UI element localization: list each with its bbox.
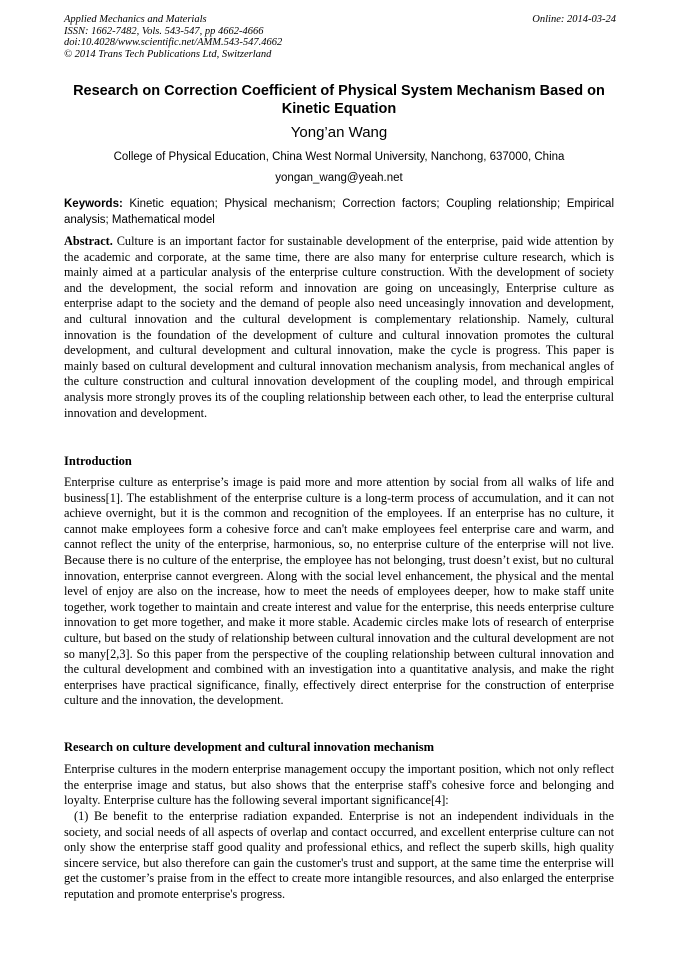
introduction-paragraph: Enterprise culture as enterprise’s image is paid more and more attention by social from all walks of life and business[1]. The establishment of the enterprise culture is a long-term process of accumulation, and it can not achieve overnight, but it is the common and recognition of the employees. If an enterprise has no culture, it cannot make employees form a cohesive force and can't make employees feel enterprise care and warm, and cannot reflect the unity of the enterprise, harmonious, so, no enterprise culture of the enterprise will not live. Because there is no culture of the enterprise, the employee has not belonging, trust doesn’t exist, but no cultural innovation, enterprise cannot evergreen. Along with the social level enhancement, the physical and the mental level of enjoy are also on the increase, how to meet the needs of employees deeper, how to make staff unite together, work together to maintain and create interest and value for the enterprise, this needs enterprise culture innovation to get more together, and make it more stable. Academic circles make lots of research of enterprise culture, but based on the study of relationship between cultural innovation and the cultural development are not so many[2,3]. So this paper from the perspective of the coupling relationship between cultural innovation and the cultural development and combined with an investigation into a quantitative analysis, and make the right enterprises have practical significance, finally, effectively direct enterprise for the construction of enterprise culture and the innovation, the development. bbox=[64, 475, 614, 708]
research-paragraph-1: Enterprise cultures in the modern enterprise management occupy the important position, which not only reflect the enterprise image and status, but also shows that the enterprise staff's cohesive force and belonging and loyalty. Enterprise culture has the following several important significance[4]: bbox=[64, 762, 614, 808]
author-name: Yong’an Wang bbox=[290, 124, 388, 141]
paper-title: Research on Correction Coefficient of Physical System Mechanism Based on Kinetic Equation bbox=[73, 83, 605, 117]
journal-header bbox=[64, 14, 616, 60]
keywords-text: Kinetic equation; Physical mechanism; Correction factors; Coupling relationship; Empirical analysis; Mathematical model bbox=[64, 198, 615, 226]
journal-issn: ISSN: 1662-7482, Vols. 543-547, pp 4662-4666 bbox=[64, 25, 264, 37]
online-date: Online: 2014-03-24 bbox=[532, 14, 616, 25]
abstract-text: Culture is an important factor for sustainable development of the enterprise, paid wide attention by the academic and corporate, at the same time, there are also many for enterprise culture research, which is mainly aimed at a particular analysis of the enterprise culture construction. With the development of society and the development, the social reform and innovation are going on unceasingly, Enterprise culture as enterprise adapt to the society and the demand of people also need unceasingly innovation and development, and cultural innovation and the cultural development is complementary relationship. Namely, cultural innovation is the foundation of the development of culture and cultural innovation promotes the cultural development, and cultural development and cultural innovation, make the cycle is progress. This paper is mainly based on cultural development and cultural innovation mechanism analysis, from mechanical angles of the culture construction and cultural innovation development of the coupling model, and through empirical analysis more strongly proves its of the coupling relationship between each other, to lead the enterprise cultural innovation and development. bbox=[64, 234, 614, 420]
journal-doi[interactable]: doi:10.4028/www.scientific.net/AMM.543-547.4662 bbox=[64, 37, 283, 48]
journal-name: Applied Mechanics and Materials bbox=[64, 14, 207, 25]
journal-copyright: © 2014 Trans Tech Publications Ltd, Switzerland bbox=[64, 48, 272, 60]
author-affiliation: College of Physical Education, China West Normal University, Nanchong, 637000, China bbox=[113, 151, 565, 163]
section-heading-introduction: Introduction bbox=[64, 454, 132, 468]
keywords bbox=[64, 197, 614, 228]
research-paragraph-2: (1) Be benefit to the enterprise radiation expanded. Enterprise is not an independent individuals in the society, and social needs of all aspects of overlap and contact occurred, and excellent enterprise culture can not only show the enterprise staff good quality and professional ethics, and reflect the superb skills, high quality sincere service, but also therefore can gain the customer's trust and support, at the same time the enterprise will get the customer’s praise from in the effect to create more intangible resources, and also enlarged the enterprise reputation and promote enterprise's progress. bbox=[64, 809, 614, 901]
abstract-label: Abstract. bbox=[64, 234, 113, 248]
abstract bbox=[64, 234, 614, 421]
keywords-label: Keywords: bbox=[64, 198, 123, 210]
section-heading-research: Research on culture development and cultural innovation mechanism bbox=[64, 740, 435, 754]
author-email[interactable]: yongan_wang@yeah.net bbox=[275, 172, 403, 184]
